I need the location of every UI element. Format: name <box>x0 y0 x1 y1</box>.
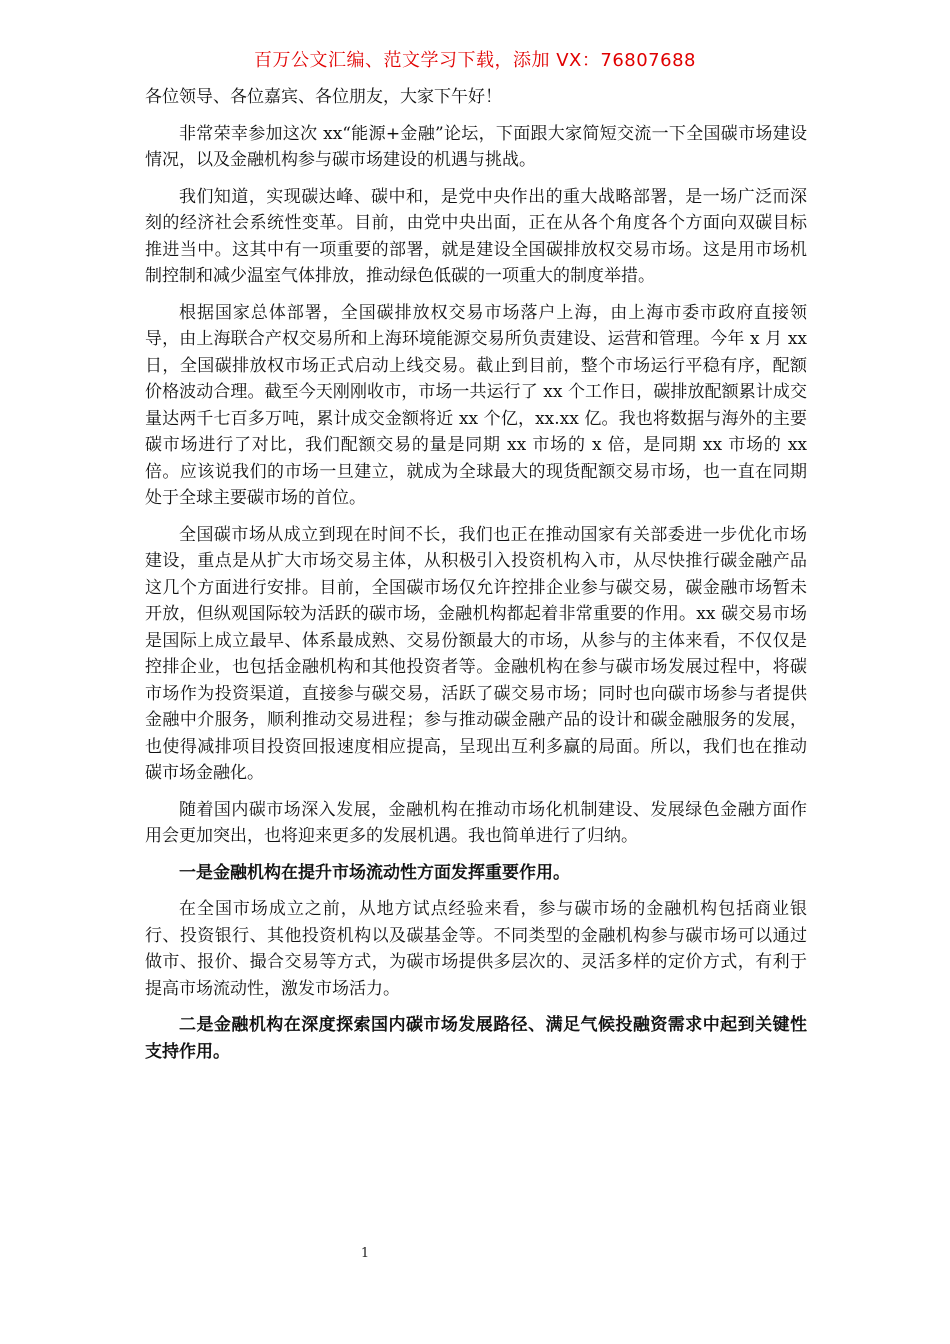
paragraph-opportunities: 随着国内碳市场深入发展，金融机构在推动市场化机制建设、发展绿色金融方面作用会更加突出，也将迎来更多的发展机遇。我也简单进行了归纳。 <box>145 799 807 846</box>
paragraph-carbon-goals: 我们知道，实现碳达峰、碳中和，是党中央作出的重大战略部署，是一场广泛而深刻的经济社会系统性变革。目前，由党中央出面，正在从各个角度各个方面向双碳目标推进当中。这其中有一项重要的部署，就是建设全国碳排放权交易市场。这是用市场机制控制和减少温室气体排放，推动绿色低碳的一项重大的制度举措。 <box>145 186 807 286</box>
paragraph-market-optimization: 全国碳市场从成立到现在时间不长，我们也正在推动国家有关部委进一步优化市场建设，重点是从扩大市场交易主体，从积极引入投资机构入市，从尽快推行碳金融产品这几个方面进行安排。目前，全国碳市场仅允许控排企业参与碳交易，碳金融市场暂未开放，但纵观国际较为活跃的碳市场，金融机构都起着非常重要的作用。xx 碳交易市场是国际上成立最早、体系最成熟、交易份额最大的市场，从参与的主体来看，不仅仅是控排企业，也包括金融机构和其他投资者等。金融机构在参与碳市场发展过程中，将碳市场作为投资渠道，直接参与碳交易，活跃了碳交易市场；同时也向碳市场参与者提供金融中介服务，顺利推动交易进程；参与推动碳金融产品的设计和碳金融服务的发展，也使得减排项目投资回报速度相应提高，呈现出互利多赢的局面。所以，我们也在推动碳市场金融化。 <box>145 524 807 783</box>
paragraph-liquidity: 在全国市场成立之前，从地方试点经验来看，参与碳市场的金融机构包括商业银行、投资银行、其他投资机构以及碳基金等。不同类型的金融机构参与碳市场可以通过做市、报价、撮合交易等方式，为碳市场提供多层次的、灵活多样的定价方式，有利于提高市场流动性，激发市场活力。 <box>145 899 807 999</box>
header-banner: 百万公文汇编、范文学习下载，添加 VX：76807688 <box>254 50 696 71</box>
paragraph-national-market: 根据国家总体部署，全国碳排放权交易市场落户上海，由上海市委市政府直接领导，由上海联合产权交易所和上海环境能源交易所负责建设、运营和管理。今年 x 月 xx 日，全国碳排放权市场正式启动上线交易。截止到目前，整个市场运行平稳有序，配额价格波动合理。截至今天刚刚收市，市场一共运行了 xx 个工作日，碳排放配额累计成交量达两千七百多万吨，累计成交金额将近 xx 个亿，xx.xx 亿。我也将数据与海外的主要碳市场进行了对比，我们配额交易的量是同期 xx 市场的 x 倍，是同期 xx 市场的 xx 倍。应该说我们的市场一旦建立，就成为全球最大的现货配额交易市场，也一直在同期处于全球主要碳市场的首位。 <box>145 302 807 508</box>
heading-point-two: 二是金融机构在深度探索国内碳市场发展路径、满足气候投融资需求中起到关键性支持作用。 <box>145 1015 807 1062</box>
page-number: 1 <box>360 1246 370 1261</box>
paragraph-intro: 非常荣幸参加这次 xx“能源+金融”论坛，下面跟大家简短交流一下全国碳市场建设情况，以及金融机构参与碳市场建设的机遇与挑战。 <box>145 123 807 170</box>
greeting: 各位领导、各位嘉宾、各位朋友，大家下午好！ <box>145 87 502 107</box>
heading-point-one: 一是金融机构在提升市场流动性方面发挥重要作用。 <box>179 862 570 883</box>
document-body <box>145 84 807 1075</box>
